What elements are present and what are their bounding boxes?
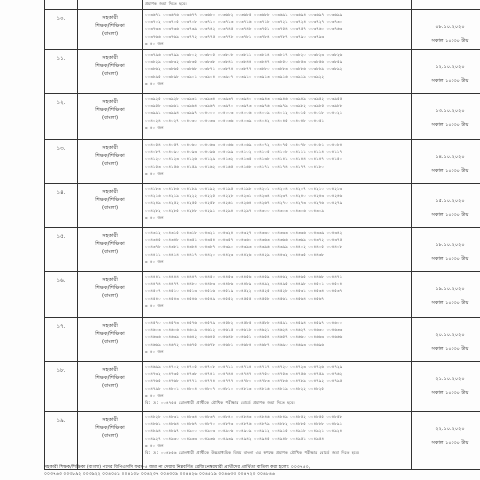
interview-date: ১৪.১০.২০২০: [435, 154, 465, 160]
roll-line: ০০৪৫৪০ ০০৪৫৪৩ ০০৪৫৪৬ ০০৪৫৪৯ ০০৪৫৫২ ০০৪৫৫৫ ০০৪৫৫৮ ০০৪৫৬১ ০০৪৫৬৪ ০০৪৫৬৭: [145, 295, 324, 301]
post-name: শিক্ষক/শিক্ষিকা: [95, 241, 125, 247]
post-name: সহকারী: [102, 99, 118, 105]
table-row: [45, 140, 480, 184]
date-cell: [412, 140, 480, 184]
serial-cell: [45, 140, 78, 184]
post-name: (বাংলা): [101, 115, 119, 121]
candidate-total: = ৪০ জন: [145, 258, 164, 264]
table-row: [45, 228, 480, 272]
serial-cell: [45, 318, 78, 362]
roll-numbers-cell: [143, 318, 412, 362]
roll-line: ০০৩৯২৫ ০০৩৯২৮ ০০৩৯৩১ ০০৩৯৩৪ ০০৩৯৩৭ ০০৩৯৪০ ০০৩৯৪৩ ০০৩৯৪৬ ০০৩৯৪৯ ০০৩৯৫২ ০০৩৯৫৫: [145, 96, 343, 101]
interview-date: ১৫.১০.২০২০: [435, 198, 465, 204]
roll-numbers-cell: [143, 94, 412, 140]
interview-time: সকাল ১০:৩০ টায়: [431, 78, 469, 84]
roll-line: ০০৪২৪৯ ০০৪২৫২ ০০৪২৫৫ ০০৪২৫৮ ০০৪২৬১ ০০৪২৬৪ ০০৪২৬৭ ০০৪২৭০ ০০৪২৭৩ ০০৪২৭৬ ০০৪২৭৯: [145, 200, 343, 206]
serial-cell: [45, 272, 78, 318]
candidate-total: = ৪০ জন: [145, 80, 164, 86]
roll-numbers-cell: [143, 0, 412, 10]
candidate-total: = ৪০ জন: [145, 442, 164, 448]
roll-numbers-cell: [143, 10, 412, 50]
post-name: সহকারী: [102, 145, 118, 151]
post-cell: [78, 412, 143, 470]
post-cell: [78, 0, 143, 10]
table-row: [45, 272, 480, 318]
roll-line: ০০৪৩৪৫ ০০৪৩৪৮ ০০৪৩৫১ ০০৪৩৫৪ ০০৪৩৫৭ ০০৪৩৬০ ০০৪৩৬৩ ০০৪৩৬৬ ০০৪৩৬৯ ০০৪৩৭২ ০০৪৩৭৫: [145, 237, 343, 243]
serial-number: ১৫.: [56, 234, 66, 240]
interview-time: সকাল ১০:৩০ টায়: [431, 38, 469, 44]
candidate-total: = ৪০ জন: [145, 392, 164, 398]
interview-date: ০৮.১০.২০২০: [435, 24, 465, 30]
post-name: সহকারী: [102, 233, 118, 239]
serial-cell: [45, 362, 78, 412]
post-name: সহকারী: [102, 15, 118, 21]
roll-numbers-cell: [143, 272, 412, 318]
post-cell: [78, 228, 143, 272]
roll-line: ০০৪৭৯৮ ০০৪৮০১ ০০৪৮০৪ ০০৪৮০৭ ০০৪৮১০ ০০৪৮১৩ ০০৪৮১৬ ০০৪৮১৯ ০০৪৮২২ ০০৪৮২৫: [145, 385, 324, 391]
roll-line: ০০৩৭০২ ০০৩৭০৫ ০০৩৭০৮ ০০৩৭১০ ০০৩৭১৩ ০০৩৭১৬ ০০৩৭১৮ ০০৩৭২১ ০০৩৭২৪ ০০৩৭২৭ ০০৩৭৩০: [145, 19, 343, 25]
roll-line: ০০৪৮২৮ ০০৪৮৩১ ০০৪৮৩৪ ০০৪৮৩৭ ০০৪৮৪০ ০০৪৮৪৩ ০০৪৮৪৬ ০০৪৮৪৯ ০০৪৮৫২ ০০৪৮৫৫ ০০৪৮৫৮: [145, 414, 343, 419]
serial-cell: [45, 228, 78, 272]
row-note: বি: দ্র: ০০৪৭৫৫ রোলধারী প্রার্থীকে মৌখিক পরীক্ষার বোর্ডে প্রমাণক জমা দিতে হবে।: [145, 400, 295, 406]
interview-time: সকাল ১০:৩০ টায়: [431, 256, 469, 262]
footer-line: ০০৩৭৬৩ ০০৩৮৯২ ০০৩৯২২ ০০৪০৫১ ০০৪১০৮ ০০৪২৩৭ ০০৪৩০৯ ০০৪৪২৬ ০০৪৫১৯ ০০৪৬৩৩ ০০৪৭২০ ০০৪৮৪৬: [44, 472, 275, 477]
roll-line: ০০৪০৮৭ ০০৪০৯০ ০০৪০৯৩ ০০৪০৯৬ ০০৪০৯৯ ০০৪১০২ ০০৪১০৫ ০০৪১০৮ ০০৪১১১ ০০৪১১৪ ০০৪১১৭: [145, 149, 343, 155]
serial-number: ১২.: [56, 100, 66, 106]
roll-line: ০০৪৬০৩ ০০৪৬০৬ ০০৪৬০৯ ০০৪৬১২ ০০৪৬১৫ ০০৪৬১৮ ০০৪৬২১ ০০৪৬২৪ ০০৪৬২৭ ০০৪৬৩০ ০০৪৬৩৩: [145, 327, 343, 333]
post-name: সহকারী: [102, 277, 118, 283]
post-name: (বাংলা): [101, 249, 119, 255]
serial-number: ১১.: [56, 56, 66, 62]
post-name: সহকারী: [102, 367, 118, 373]
post-name: (বাংলা): [101, 71, 119, 77]
candidate-total: = ৪০ জন: [145, 124, 164, 130]
date-cell: [412, 228, 480, 272]
table-row: [45, 94, 480, 140]
interview-date: ১২.১০.২০২০: [435, 64, 465, 70]
candidate-total: = ৪০ জন: [145, 348, 164, 354]
roll-numbers-cell: [143, 362, 412, 412]
roll-line: ০০৪৮৯৪ ০০৪৮৯৭ ০০৪৯০০ ০০৪৯০৩ ০০৪৯০৬ ০০৪৯০৯ ০০৪৯১২ ০০৪৯১৫ ০০৪৯১৮ ০০৪৯২১ ০০৪৯২৪: [145, 428, 343, 434]
interview-time: সকাল ১০:৩০ টায়: [431, 300, 469, 306]
post-name: সহকারী: [102, 189, 118, 195]
post-name: (বাংলা): [101, 205, 119, 211]
roll-line: ০০৩৮৬২ ০০৩৮৬৫ ০০৩৮৬৮ ০০৩৮৭১ ০০৩৮৭৪ ০০৩৮৭৭ ০০৩৮৮০ ০০৩৮৮৩ ০০৩৮৮৬ ০০৩৮৮৯ ০০৩৮৯২: [145, 66, 343, 72]
roll-line: ০০৩৭৬৬ ০০৩৭৬৯ ০০৩৭৭২ ০০৩৭৭৫ ০০৩৭৭৮ ০০৩৭৮১ ০০৩৭৮৪ ০০৩৭৮৭ ০০৩৭৯০ ০০৩৭৯৩: [145, 33, 325, 39]
roll-line: ০০৩৮২৯ ০০৩৮৩২ ০০৩৮৩৫ ০০৩৮৩৮ ০০৩৮৪১ ০০৩৮৪৪ ০০৩৮৪৭ ০০৩৮৫০ ০০৩৮৫৩ ০০৩৮৫৬ ০০৩৮৫৯: [145, 59, 343, 65]
roll-line: ০০৪১৮৩ ০০৪১৮৬ ০০৪১৮৯ ০০৪১৯২ ০০৪১৯৫ ০০৪১৯৮ ০০৪২০১ ০০৪২০৪ ০০৪২০৭ ০০৪২১০ ০০৪২১৩: [145, 186, 343, 191]
date-cell: [412, 184, 480, 228]
roll-line: ০০৩৯৯১ ০০৩৯৯৪ ০০৩৯৯৭ ০০৪০০০ ০০৪০০৩ ০০৪০০৬ ০০৪০০৯ ০০৪০১২ ০০৪০১৫ ০০৪০১৮ ০০৪০২১: [145, 110, 343, 116]
candidate-total: = ৪০ জন: [145, 302, 164, 308]
post-name: (বাংলা): [101, 383, 119, 389]
post-name: (বাংলা): [101, 161, 119, 167]
post-cell: [78, 50, 143, 94]
table-row: [45, 412, 480, 470]
interview-time: সকাল ১০:৩০ টায়: [431, 212, 469, 218]
roll-line: ০০৪৬৯৯ ০০৪৭০২ ০০৪৭০৫ ০০৪৭০৮ ০০৪৭১১ ০০৪৭১৪ ০০৪৭১৭ ০০৪৭২০ ০০৪৭২৩ ০০৪৭২৬ ০০৪৭২৯: [145, 364, 343, 369]
serial-number: ১৪.: [56, 190, 66, 196]
post-name: সহকারী: [102, 323, 118, 329]
table-row: [45, 50, 480, 94]
serial-number: ১৮.: [56, 368, 66, 374]
post-name: শিক্ষক/শিক্ষিকা: [95, 425, 125, 431]
roll-line: ০০৪২৮২ ০০৪২৮৫ ০০৪২৮৮ ০০৪২৯১ ০০৪২৯৪ ০০৪২৯৭ ০০৪৩০০ ০০৪৩০৩ ০০৪৩০৬ ০০৪৩০৯: [145, 207, 325, 213]
serial-cell: [45, 94, 78, 140]
roll-line: ০০৪৭৩২ ০০৪৭৩৫ ০০৪৭৩৮ ০০৪৭৪১ ০০৪৭৪৪ ০০৪৭৪৭ ০০৪৭৫০ ০০৪৭৫৩ ০০৪৭৫৬ ০০৪৭৫৯ ০০৪৭৬২: [145, 371, 343, 377]
post-name: (বাংলা): [101, 31, 119, 37]
roll-line: ০০৪৯২৭ ০০৪৯৩০ ০০৪৯৩৩ ০০৪৯৩৬ ০০৪৯৩৯ ০০৪৯৪২ ০০৪৯৪৫ ০০৪৯৪৮ ০০৪৯৫১ ০০৪৯৫৪: [145, 435, 324, 441]
interview-date: ১৩.১০.২০২০: [435, 108, 465, 114]
roll-line: ০০৪২১৬ ০০৪২১৯ ০০৪২২২ ০০৪২২৫ ০০৪২২৮ ০০৪২৩১ ০০৪২৩৪ ০০৪২৩৭ ০০৪২৪০ ০০৪২৪৩ ০০৪২৪৬: [145, 193, 343, 199]
date-cell: [412, 412, 480, 470]
roll-line: ০০৪১৫৩ ০০৪১৫৬ ০০৪১৫৯ ০০৪১৬২ ০০৪১৬৫ ০০৪১৬৮ ০০৪১৭১ ০০৪১৭৪ ০০৪১৭৭ ০০৪১৮০: [145, 163, 324, 169]
roll-line: ০০৪৬৬৯ ০০৪৬৭২ ০০৪৬৭৫ ০০৪৬৭৮ ০০৪৬৮১ ০০৪৬৮৪ ০০৪৬৮৭ ০০৪৬৯০ ০০৪৬৯৩ ০০৪৬৯৬: [145, 341, 325, 347]
roll-line: ০০৪৩৭৮ ০০৪৩৮১ ০০৪৩৮৪ ০০৪৩৮৭ ০০৪৩৯০ ০০৪৩৯৩ ০০৪৩৯৬ ০০৪৩৯৯ ০০৪৪০২ ০০৪৪০৫ ০০৪৪০৮: [145, 244, 343, 250]
cancellation-notice: [44, 464, 480, 478]
roll-line: ০০৪৭৬৫ ০০৪৭৬৮ ০০৪৭৭১ ০০৪৭৭৪ ০০৪৭৭৭ ০০৪৭৮০ ০০৪৭৮৩ ০০৪৭৮৬ ০০৪৭৮৯ ০০৪৭৯২ ০০৪৭৯৫: [145, 378, 343, 384]
footer-line: সহকারী শিক্ষক/শিক্ষিকা (বাংলা) পদের বিপিএসসি ফরম-৫ জমা না দেয়ায় নিম্নবর্ণিত রেজিঃনম্বরধারী প্রার্থীদের প্রার্থিতা বাতিল করা হলো: ০০৩৭৫০,: [44, 465, 311, 470]
interview-time: সকাল ১০:৩০ টায়: [431, 122, 469, 128]
interview-date: ১৯.১০.২০২০: [435, 286, 465, 292]
roll-line: ০০৩৭৯৬ ০০৩৭৯৯ ০০৩৮০২ ০০৩৮০৫ ০০৩৮০৮ ০০৩৮১১ ০০৩৮১৪ ০০৩৮১৭ ০০৩৮২০ ০০৩৮২৩ ০০৩৮২৬: [145, 52, 343, 57]
table-row: [45, 184, 480, 228]
row-note: বি: দ্র: ০০৪৮৫৬ রোলধারী প্রার্থীকে উচ্চমাধ্যমিক বিষয় বাংলা এর স্বপক্ষে প্রমাণক মৌখিক পরীক্ষার বোর্ডে জমা দিতে হবে।: [145, 450, 360, 456]
roll-numbers-cell: [143, 412, 412, 470]
interview-time: সকাল ১০:৩০ টায়: [431, 440, 469, 446]
roll-line: ০০৪০৫৪ ০০৪০৫৭ ০০৪০৬০ ০০৪০৬৩ ০০৪০৬৬ ০০৪০৬৯ ০০৪০৭২ ০০৪০৭৫ ০০৪০৭৮ ০০৪০৮১ ০০৪০৮৪: [145, 142, 343, 147]
roll-numbers-cell: [143, 228, 412, 272]
candidate-total: = ৪০ জন: [145, 40, 164, 46]
roll-line: ০০৪৮৬১ ০০৪৮৬৪ ০০৪৮৬৭ ০০৪৮৭০ ০০৪৮৭৩ ০০৪৮৭৬ ০০৪৮৭৯ ০০৪৮৮২ ০০৪৮৮৫ ০০৪৮৮৮ ০০৪৮৯১: [145, 421, 343, 427]
post-name: (বাংলা): [101, 293, 119, 299]
post-name: শিক্ষক/শিক্ষিকা: [95, 107, 125, 113]
table-row: [45, 362, 480, 412]
roll-line: ০০৩৭৩৩ ০০৩৭৩৬ ০০৩৭৩৯ ০০৩৭৪২ ০০৩৭৪৫ ০০৩৭৪৮ ০০৩৭৫১ ০০৩৭৫৪ ০০৩৭৫৭ ০০৩৭৬০ ০০৩৭৬৩: [145, 26, 343, 32]
roll-line: ০০৪৪১১ ০০৪৪১৪ ০০৪৪১৭ ০০৪৪২০ ০০৪৪২৩ ০০৪৪২৬ ০০৪৪২৯ ০০৪৪৩২ ০০৪৪৩৫ ০০৪৪৩৮: [145, 251, 325, 257]
serial-cell: [45, 184, 78, 228]
date-cell: [412, 50, 480, 94]
roll-numbers-cell: [143, 184, 412, 228]
serial-number: ১৬.: [56, 278, 66, 284]
date-cell: [412, 362, 480, 412]
serial-number: ১৯.: [56, 418, 66, 424]
candidate-total: = ৪০ জন: [145, 214, 164, 220]
post-name: শিক্ষক/শিক্ষিকা: [95, 375, 125, 381]
table-row: [45, 318, 480, 362]
roll-line: ০০৩৯৫৮ ০০৩৯৬১ ০০৩৯৬৪ ০০৩৯৬৭ ০০৩৯৭০ ০০৩৯৭৩ ০০৩৯৭৬ ০০৩৯৭৯ ০০৩৯৮২ ০০৩৯৮৫ ০০৩৯৮৮: [145, 103, 343, 109]
roll-line: ০০৪৩১২ ০০৪৩১৫ ০০৪৩১৮ ০০৪৩২১ ০০৪৩২৪ ০০৪৩২৭ ০০৪৩৩০ ০০৪৩৩৩ ০০৪৩৩৬ ০০৪৩৩৯ ০০৪৩৪২: [145, 230, 343, 235]
post-cell: [78, 318, 143, 362]
serial-cell: [45, 50, 78, 94]
serial-cell: [45, 412, 78, 470]
table-row: [45, 0, 480, 10]
interview-date: ২০.১০.২০২০: [435, 332, 465, 338]
post-name: শিক্ষক/শিক্ষিকা: [95, 285, 125, 291]
roll-line: ০০৪১২০ ০০৪১২৩ ০০৪১২৬ ০০৪১২৯ ০০৪১৩২ ০০৪১৩৫ ০০৪১৩৮ ০০৪১৪১ ০০৪১৪৪ ০০৪১৪৭ ০০৪১৫০: [145, 156, 343, 162]
roll-line: ০০৩৬৭১ ০০৩৬৭৬ ০০৩৬৭৭ ০০৩৬৮০ ০০৩৬৮২ ০০৩৬৮৫ ০০৩৬৮৮ ০০৩৬৯১ ০০৩৬৯৪ ০০৩৬৯৭ ০০৩৬৯৯: [145, 12, 343, 17]
candidate-total: = ৪০ জন: [145, 170, 164, 176]
date-cell: [412, 318, 480, 362]
post-name: শিক্ষক/শিক্ষিকা: [95, 331, 125, 337]
roll-line: ০০৪৫৭০ ০০৪৫৭৩ ০০৪৫৭৬ ০০৪৫৭৯ ০০৪৫৮২ ০০৪৫৮৫ ০০৪৫৮৮ ০০৪৫৯১ ০০৪৫৯৪ ০০৪৫৯৭ ০০৪৬০০: [145, 320, 343, 325]
roll-line: ০০৪৪৭৪ ০০৪৪৭৭ ০০৪৪৮০ ০০৪৪৮৩ ০০৪৪৮৬ ০০৪৪৮৯ ০০৪৪৯২ ০০৪৪৯৫ ০০৪৪৯৮ ০০৪৫০১ ০০৪৫০৪: [145, 281, 343, 287]
roll-line: ০০৪৪৪১ ০০৪৪৪৪ ০০৪৪৪৭ ০০৪৪৫০ ০০৪৪৫৩ ০০৪৪৫৬ ০০৪৪৫৯ ০০৪৪৬২ ০০৪৪৬৫ ০০৪৪৬৮ ০০৪৪৭১: [145, 274, 343, 279]
roll-numbers-cell: [143, 50, 412, 94]
interview-date: ২১.১০.২০২০: [435, 376, 465, 382]
serial-cell: [45, 10, 78, 50]
post-cell: [78, 10, 143, 50]
date-cell: [412, 272, 480, 318]
interview-date: ২২.১০.২০২০: [435, 426, 465, 432]
serial-number: ১০.: [56, 16, 66, 22]
post-name: শিক্ষক/শিক্ষিকা: [95, 197, 125, 203]
serial-cell: [45, 0, 78, 10]
post-cell: [78, 272, 143, 318]
interview-date: ১৮.১০.২০২০: [435, 242, 465, 248]
roll-line: ০০৪০২৪ ০০৪০২৭ ০০৪০৩০ ০০৪০৩৩ ০০৪০৩৬ ০০৪০৩৯ ০০৪০৪২ ০০৪০৪৫ ০০৪০৪৮ ০০৪০৫১: [145, 117, 325, 123]
serial-number: ১৭.: [56, 324, 66, 330]
table-row: [45, 10, 480, 50]
serial-number: ১৩.: [56, 146, 66, 152]
roll-numbers-cell: [143, 140, 412, 184]
roll-line: ০০৪৬৩৬ ০০৪৬৩৯ ০০৪৬৪২ ০০৪৬৪৫ ০০৪৬৪৮ ০০৪৬৫১ ০০৪৬৫৪ ০০৪৬৫৭ ০০৪৬৬০ ০০৪৬৬৩ ০০৪৬৬৬: [145, 334, 343, 340]
post-name: সহকারী: [102, 417, 118, 423]
top-note: প্রমাণক জমা দিতে হবে।: [145, 1, 187, 6]
post-cell: [78, 94, 143, 140]
interview-time: সকাল ১০:৩০ টায়: [431, 168, 469, 174]
date-cell: [412, 0, 480, 10]
interview-time: সকাল ১০:৩০ টায়: [431, 346, 469, 352]
post-name: শিক্ষক/শিক্ষিকা: [95, 63, 125, 69]
interview-schedule-table: [44, 0, 480, 470]
roll-line: ০০৩৮৯৫ ০০৩৮৯৮ ০০৩৯০১ ০০৩৯০৪ ০০৩৯০৭ ০০৩৯১০ ০০৩৯১৩ ০০৩৯১৬ ০০৩৯১৯ ০০৩৯২২: [145, 73, 325, 79]
post-name: শিক্ষক/শিক্ষিকা: [95, 153, 125, 159]
date-cell: [412, 10, 480, 50]
post-name: (বাংলা): [101, 433, 119, 439]
date-cell: [412, 94, 480, 140]
post-cell: [78, 140, 143, 184]
post-name: সহকারী: [102, 55, 118, 61]
post-cell: [78, 184, 143, 228]
post-name: (বাংলা): [101, 339, 119, 345]
roll-line: ০০৪৫০৭ ০০৪৫১০ ০০৪৫১৩ ০০৪৫১৬ ০০৪৫১৯ ০০৪৫২২ ০০৪৫২৫ ০০৪৫২৮ ০০৪৫৩১ ০০৪৫৩৪ ০০৪৫৩৭: [145, 288, 343, 294]
post-cell: [78, 362, 143, 412]
interview-time: সকাল ১০:৩০ টায়: [431, 390, 469, 396]
post-name: শিক্ষক/শিক্ষিকা: [95, 23, 125, 29]
